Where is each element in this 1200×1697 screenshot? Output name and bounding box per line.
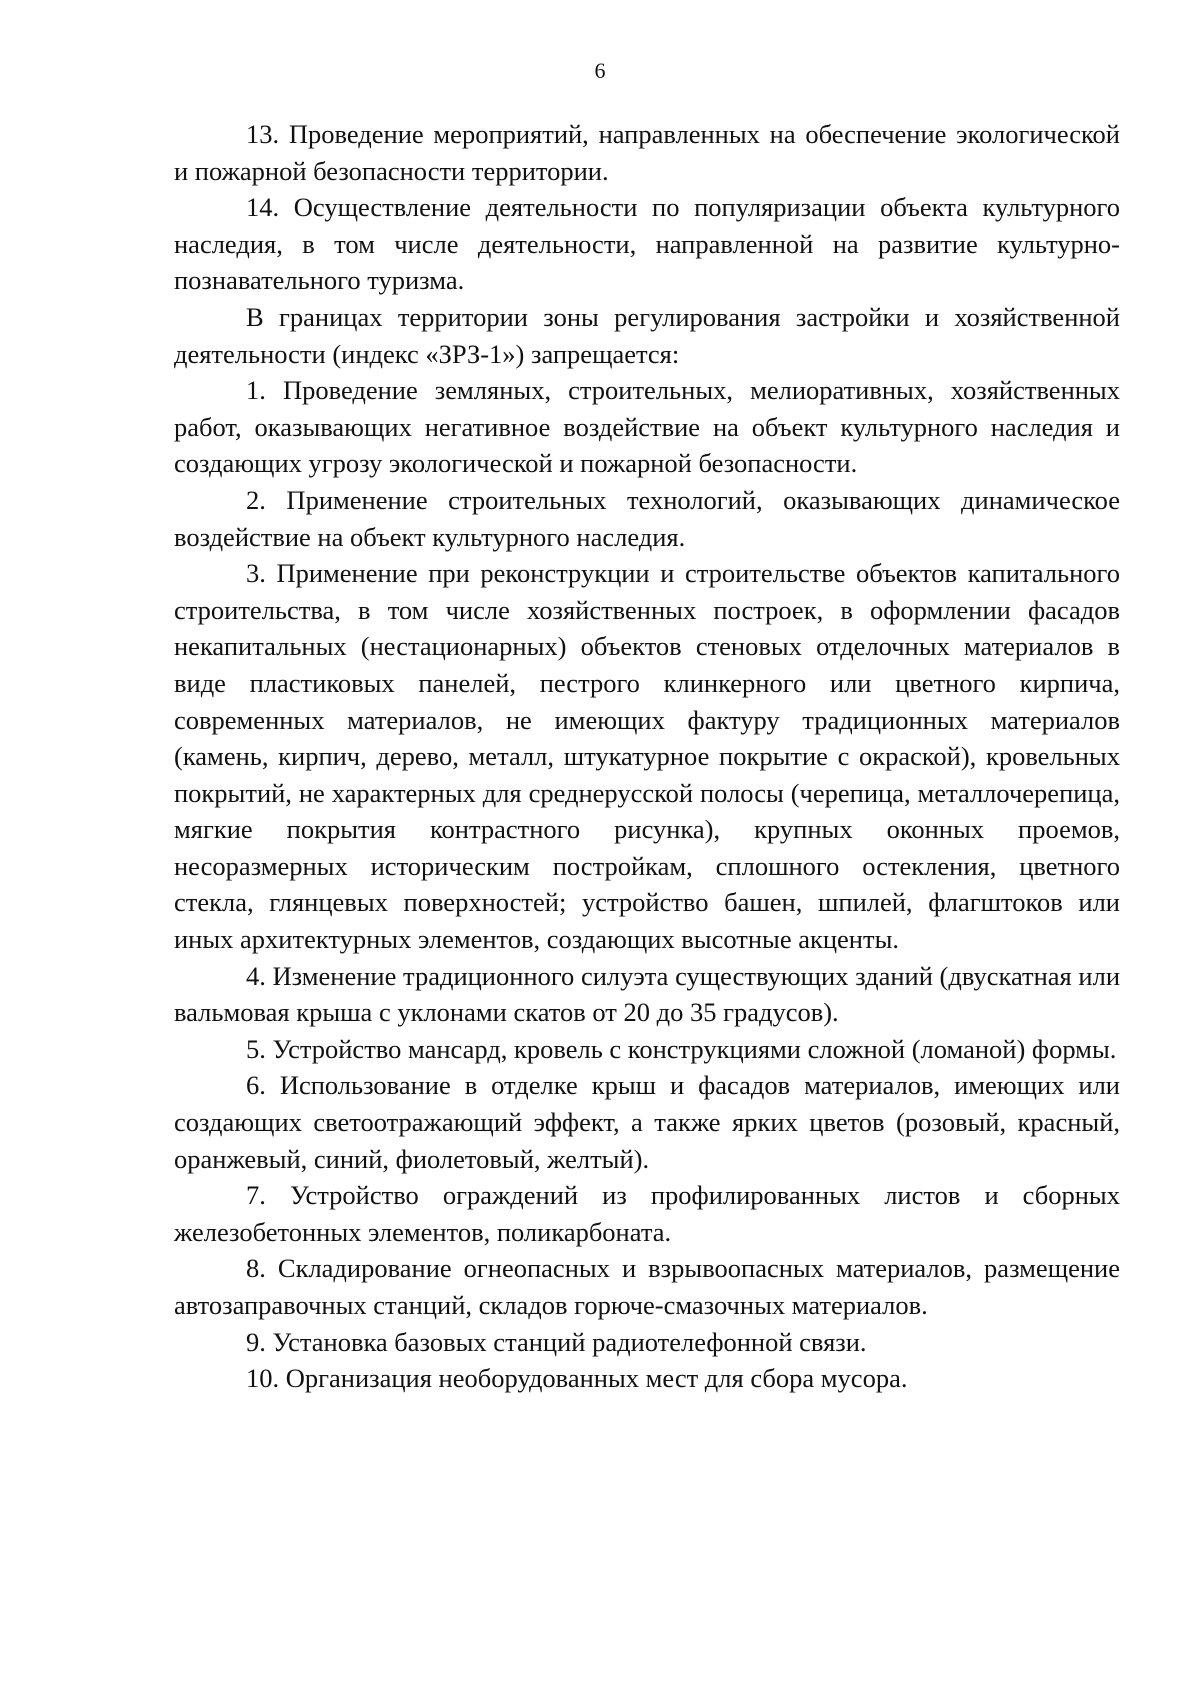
paragraph-zrz-intro: В границах территории зоны регулирования застройки и хозяйственной деятельности (индекс «ЗРЗ-1») запрещается: [174,301,1120,369]
paragraph-item-13: 13. Проведение мероприятий, направленных на обеспечение экологической и пожарной безопасности территории. [174,119,1120,186]
page-number: 6 [594,58,606,83]
paragraph-prohibition-6: 6. Использование в отделке крыш и фасадов материалов, имеющих или создающих светоотражающий эффект, а также ярких цветов (розовый, красный, оранжевый, синий, фиолетовый, желтый). [174,1070,1120,1174]
paragraph-prohibition-4: 4. Изменение традиционного силуэта существующих зданий (двускатная или вальмовая крыша с уклонами скатов от 20 до 35 градусов). [174,960,1120,1028]
paragraph-prohibition-3: 3. Применение при реконструкции и строительстве объектов капитального строительства, в том числе хозяйственных построек, в оформлении фасадов некапитальных (нестационарных) объектов стеновых отделочных материалов в виде пластиковых панелей, пестрого клинкерного или цветного кирпича, современных материалов, не имеющих фактуру традиционных материалов (камень, кирпич, дерево, металл, штукатурное покрытие с окраской), кровельных покрытий, не характерных для среднерусской полосы (черепица, металлочерепица, мягкие покрытия контрастного рисунка), крупных оконных проемов, несоразмерных историческим постройкам, сплошного остекления, цветного стекла, глянцевых поверхностей; устройство башен, шпилей, флагштоков или иных архитектурных элементов, создающих высотные акценты. [174,558,1120,955]
document-body [174,116,1120,1397]
paragraph-prohibition-5: 5. Устройство мансард, кровель с конструкциями сложной (ломаной) формы. [246,1033,1117,1064]
paragraph-prohibition-1: 1. Проведение земляных, строительных, мелиоративных, хозяйственных работ, оказывающих негативное воздействие на объект культурного наследия и создающих угрозу экологической и пожарной безопасности. [174,375,1120,479]
paragraph-item-14: 14. Осуществление деятельности по популяризации объекта культурного наследия, в том числе деятельности, направленной на развитие культурно-познавательного туризма. [174,192,1120,296]
paragraph-prohibition-9: 9. Установка базовых станций радиотелефонной связи. [246,1326,867,1357]
paragraph-prohibition-10: 10. Организация необорудованных мест для сбора мусора. [246,1363,908,1394]
paragraph-prohibition-7: 7. Устройство ограждений из профилированных листов и сборных железобетонных элементов, поликарбоната. [174,1180,1120,1247]
paragraph-prohibition-2: 2. Применение строительных технологий, оказывающих динамическое воздействие на объект культурного наследия. [174,484,1120,552]
paragraph-prohibition-8: 8. Складирование огнеопасных и взрывоопасных материалов, размещение автозаправочных станций, складов горюче-смазочных материалов. [174,1253,1120,1320]
